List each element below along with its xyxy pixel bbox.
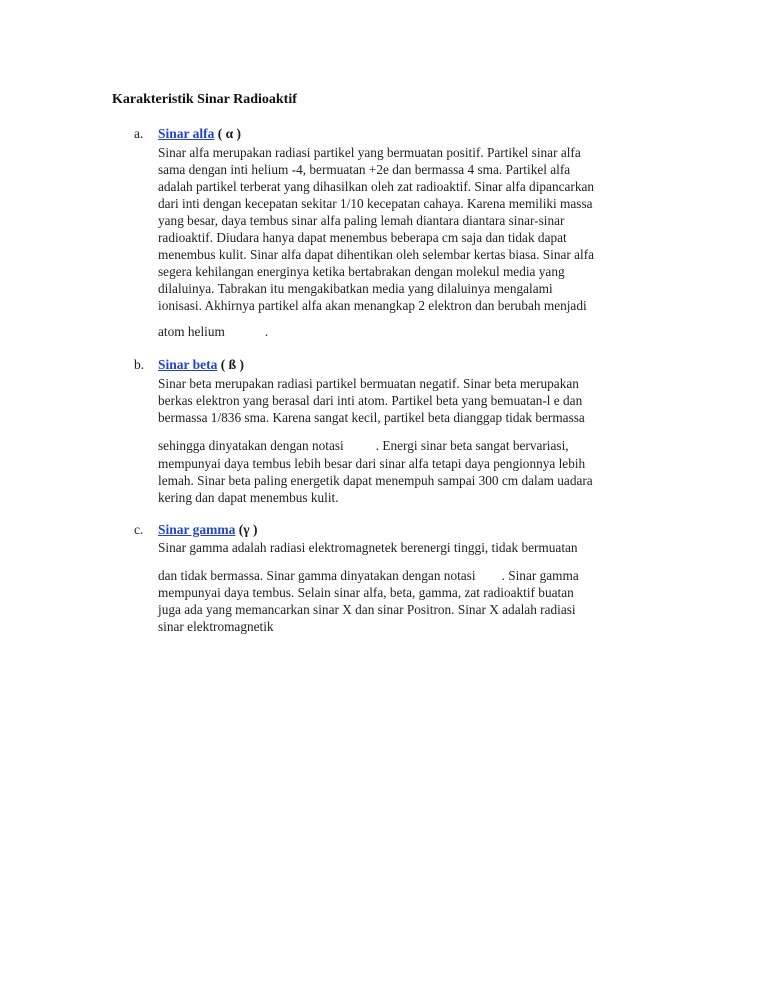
section-heading-gamma (158, 522, 257, 538)
paragraph-line: juga ada yang memancarkan sinar X dan sinar Positron. Sinar X adalah radiasi (158, 602, 576, 617)
paragraph-line: segera kehilangan energinya ketika bertabrakan dengan molekul media yang (158, 264, 565, 279)
paragraph-line: bermassa 1/836 sma. Karena sangat kecil, partikel beta dianggap tidak bermassa (158, 410, 585, 425)
paragraph-line: ionisasi. Akhirnya partikel alfa akan menangkap 2 elektron dan berubah menjadi (158, 298, 587, 313)
paragraph-line: radioaktif. Diudara hanya dapat menembus beberapa cm saja dan tidak dapat (158, 230, 567, 245)
notation-text-after: . Sinar gamma (501, 568, 579, 583)
paragraph-line: sama dengan inti helium -4, bermuatan +2e dan bermassa 4 sma. Partikel alfa (158, 162, 571, 177)
list-marker-b: b. (134, 357, 145, 372)
paragraph-line: lemah. Sinar beta paling energetik dapat menempuh sampai 300 cm dalam uadara (158, 473, 593, 488)
paragraph-line: Sinar beta merupakan radiasi partikel bermuatan negatif. Sinar beta merupakan (158, 376, 579, 391)
notation-text: dan tidak bermassa. Sinar gamma dinyatakan dengan notasi (158, 568, 476, 583)
sinar-alfa-link[interactable]: Sinar alfa (158, 126, 215, 141)
list-marker-a: a. (134, 126, 144, 141)
paragraph-line: sinar elektromagnetik (158, 619, 274, 634)
paragraph-line: dilaluinya. Tabrakan itu mengakibatkan media yang dilaluinya mengalami (158, 281, 553, 296)
section-heading-alfa (158, 126, 241, 142)
paragraph-line: berkas elektron yang berasal dari inti atom. Partikel beta yang bemuatan-l e dan (158, 393, 583, 408)
sinar-gamma-link[interactable]: Sinar gamma (158, 522, 236, 537)
document-title: Karakteristik Sinar Radioaktif (112, 92, 297, 107)
tail-text: atom helium (158, 324, 225, 339)
paragraph-line: yang besar, daya tembus sinar alfa paling lemah diantara diantara sinar-sinar (158, 213, 565, 228)
beta-symbol: ( ß ) (217, 357, 245, 372)
paragraph-line: mempunyai daya tembus lebih besar dari sinar alfa tetapi daya pengionnya lebih (158, 456, 586, 471)
paragraph-line-with-formula (158, 324, 268, 340)
paragraph-line-with-formula (158, 438, 569, 454)
notation-text: sehingga dinyatakan dengan notasi (158, 438, 344, 453)
paragraph-line: dari inti dengan kecepatan sekitar 1/10 kecepatan cahaya. Karena memiliki massa (158, 196, 593, 211)
paragraph-line: adalah partikel terberat yang dihasilkan oleh zat radioaktif. Sinar alfa dipancarkan (158, 179, 595, 194)
alfa-symbol: ( α ) (214, 126, 242, 141)
section-heading-beta (158, 357, 244, 373)
list-marker-c: c. (134, 522, 144, 537)
gamma-symbol: (γ ) (235, 522, 258, 537)
paragraph-line: Sinar gamma adalah radiasi elektromagnetek berenergi tinggi, tidak bermuatan (158, 540, 578, 555)
notation-text-after: . Energi sinar beta sangat bervariasi, (375, 438, 569, 453)
paragraph-line: kering dan dapat menembus kulit. (158, 490, 339, 505)
paragraph-line: menembus kulit. Sinar alfa dapat dihentikan oleh selembar kertas biasa. Sinar alfa (158, 247, 595, 262)
tail-period: . (264, 324, 269, 339)
paragraph-line-with-formula (158, 568, 579, 584)
paragraph-line: Sinar alfa merupakan radiasi partikel yang bermuatan positif. Partikel sinar alfa (158, 145, 581, 160)
paragraph-line: mempunyai daya tembus. Selain sinar alfa, beta, gamma, zat radioaktif buatan (158, 585, 574, 600)
sinar-beta-link[interactable]: Sinar beta (158, 357, 218, 372)
